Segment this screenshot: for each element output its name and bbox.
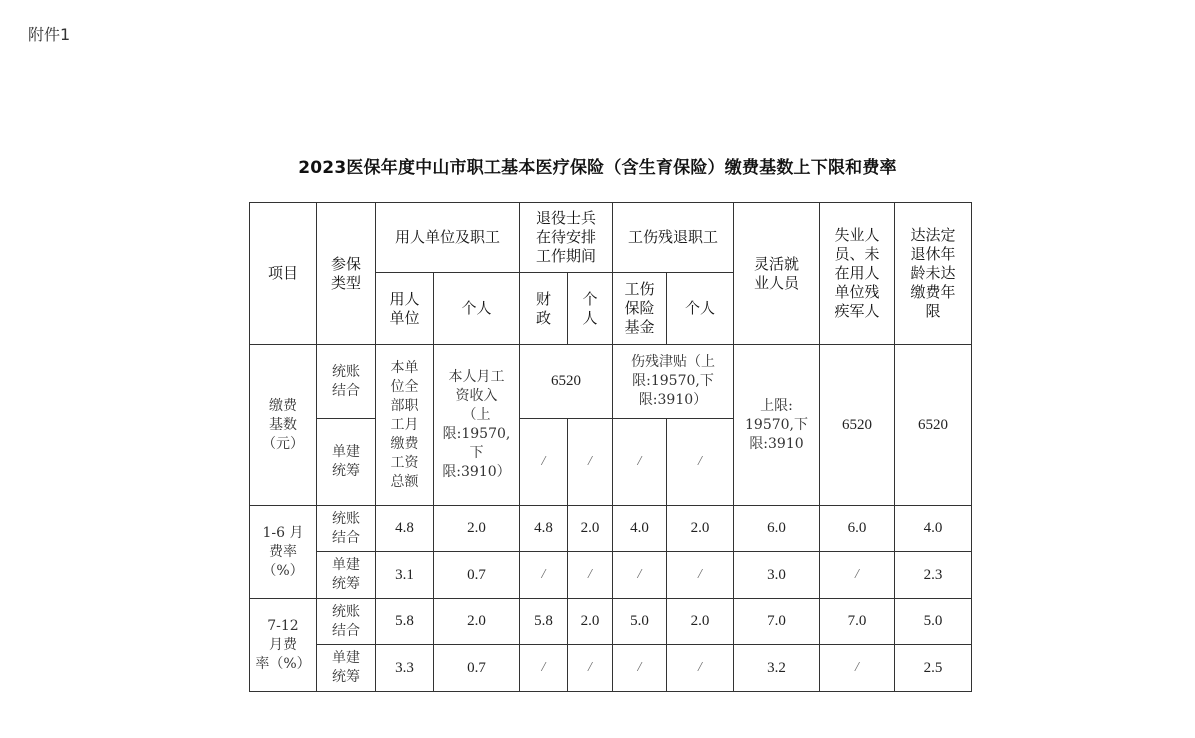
base-flexible-value: 上限: 19570,下 限:3910 (734, 345, 820, 506)
rate-cell: 2.0 (667, 599, 734, 645)
base-personal-value: 本人月工 资收入 （上 限:19570, 下 限:3910） (434, 345, 520, 506)
rate-cell: / (520, 645, 568, 692)
rate-cell: / (568, 645, 613, 692)
header-injury-group: 工伤残退职工 (613, 203, 734, 273)
rate-h1-type-combined: 统账 结合 (317, 506, 376, 552)
base-cell: / (568, 419, 613, 506)
base-type-single: 单建 统筹 (317, 419, 376, 506)
rate-cell: / (820, 645, 895, 692)
rate-cell: 2.0 (568, 599, 613, 645)
rate-cell: / (520, 552, 568, 599)
rate-cell: 7.0 (734, 599, 820, 645)
rate-cell: 2.5 (895, 645, 972, 692)
rate-cell: 2.0 (434, 599, 520, 645)
header-unemployed: 失业人 员、未 在用人 单位残 疾军人 (820, 203, 895, 345)
header-injury-fund: 工伤 保险 基金 (613, 273, 667, 345)
rate-cell: 2.0 (568, 506, 613, 552)
header-retire: 达法定 退休年 龄未达 缴费年 限 (895, 203, 972, 345)
rate-h2-type-single: 单建 统筹 (317, 645, 376, 692)
rate-cell: / (568, 552, 613, 599)
rate-cell: 4.0 (895, 506, 972, 552)
header-veteran-group: 退役士兵 在待安排 工作期间 (520, 203, 613, 273)
header-injury-personal: 个人 (667, 273, 734, 345)
base-cell: / (520, 419, 568, 506)
header-finance: 财 政 (520, 273, 568, 345)
rate-cell: / (667, 552, 734, 599)
header-item: 项目 (250, 203, 317, 345)
header-veteran-personal: 个 人 (568, 273, 613, 345)
rate-h1-type-single: 单建 统筹 (317, 552, 376, 599)
base-retire-value: 6520 (895, 345, 972, 506)
rate-cell: 3.1 (376, 552, 434, 599)
rate-cell: / (613, 552, 667, 599)
rate-h1-label: 1-6 月 费率 （%） (250, 506, 317, 599)
rate-cell: 5.8 (376, 599, 434, 645)
base-cell: / (613, 419, 667, 506)
attachment-label: 附件1 (28, 25, 71, 44)
rate-cell: 3.0 (734, 552, 820, 599)
base-injury-value: 伤残津贴（上 限:19570,下 限:3910） (613, 345, 734, 419)
rate-cell: 5.0 (613, 599, 667, 645)
rate-cell: 7.0 (820, 599, 895, 645)
header-flexible: 灵活就 业人员 (734, 203, 820, 345)
rate-cell: 3.2 (734, 645, 820, 692)
rate-cell: 6.0 (820, 506, 895, 552)
rate-cell: 5.0 (895, 599, 972, 645)
base-cell: / (667, 419, 734, 506)
rate-h2-label: 7-12 月费 率（%） (250, 599, 317, 692)
rate-cell: 4.8 (376, 506, 434, 552)
rate-cell: / (820, 552, 895, 599)
rate-h2-type-combined: 统账 结合 (317, 599, 376, 645)
base-employer-value: 本单 位全 部职 工月 缴费 工资 总额 (376, 345, 434, 506)
rate-cell: 0.7 (434, 552, 520, 599)
header-employer: 用人 单位 (376, 273, 434, 345)
header-personal: 个人 (434, 273, 520, 345)
base-unemployed-value: 6520 (820, 345, 895, 506)
rate-cell: 4.0 (613, 506, 667, 552)
rate-cell: 6.0 (734, 506, 820, 552)
header-type: 参保 类型 (317, 203, 376, 345)
base-veteran-value: 6520 (520, 345, 613, 419)
rate-cell: 3.3 (376, 645, 434, 692)
header-employer-group: 用人单位及职工 (376, 203, 520, 273)
fee-table (249, 202, 972, 692)
rate-cell: 2.0 (667, 506, 734, 552)
page-title: 2023医保年度中山市职工基本医疗保险（含生育保险）缴费基数上下限和费率 (298, 158, 897, 178)
rate-cell: 4.8 (520, 506, 568, 552)
base-label: 缴费 基数 （元） (250, 345, 317, 506)
rate-cell: 2.3 (895, 552, 972, 599)
rate-cell: 5.8 (520, 599, 568, 645)
rate-cell: 0.7 (434, 645, 520, 692)
rate-cell: 2.0 (434, 506, 520, 552)
rate-cell: / (667, 645, 734, 692)
rate-cell: / (613, 645, 667, 692)
base-type-combined: 统账 结合 (317, 345, 376, 419)
